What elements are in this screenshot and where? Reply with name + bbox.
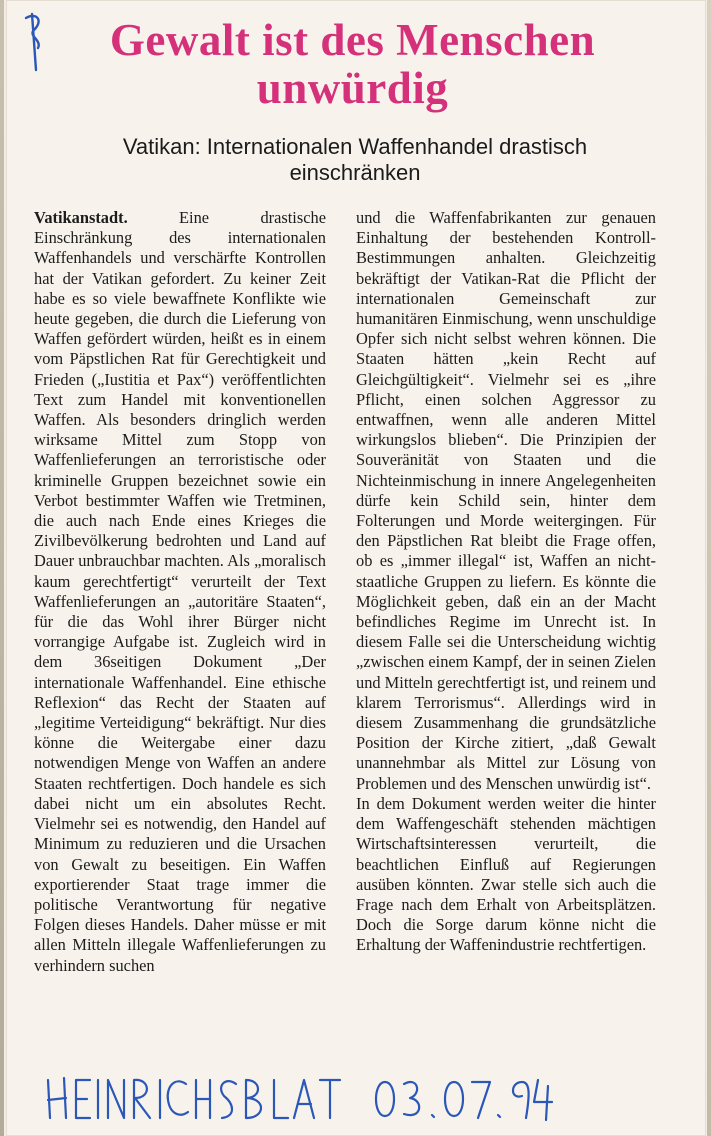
dateline: Vatikanstadt. (34, 208, 128, 227)
article-headline (20, 16, 685, 112)
column-2-paragraph-2: In dem Dokument werden weiter die hinter dem Waffengeschäft stehenden mächtigen Wirtschaftsinteressen verurteilt, die beachtlichen Einfluß auf Regierungen ausüben könnten. Zwar stelle sich auch die Frage nach dem Erhalt von Arbeitsplätzen. Doch die Sorge darum könne nicht die Erhaltung der Waffenindustrie rechtfertigen. (356, 793, 656, 955)
article-column-2 (356, 208, 656, 956)
scan-edge-right (707, 0, 711, 1136)
column-2-paragraph-1: und die Waffenfabrikanten zur genauen Einhaltung der bestehenden Kontroll-Bestimmungen anhalten. Gleichzeitig bekräftigt der Vatikan-Rat die Pflicht der internationalen Gemeinschaft zur humanitären Einmischung, wenn unschuldige Opfer sich nicht selbst wehren können. Die Staaten hätten „kein Recht auf Gleichgültigkeit“. Vielmehr sei es „ihre Pflicht, einen solchen Aggressor zu entwaffnen, wenn alle anderen Mittel wirkungslos blieben“. Die Prinzipien der Souveränität von Staaten und die Nichteinmischung in innere Angelegenheiten dürfe kein Schild sein, hinter dem Folterungen und Morde weitergingen. Für den Päpstlichen Rat bleibt die Frage offen, ob es „immer illegal“ ist, Waffen an nicht-staatliche Gruppen zu liefern. Es könnte die Möglichkeit geben, daß ein an der Macht befindliches Regime im Unrecht ist. In diesem Falle sei die Unterscheidung wichtig „zwischen einem Kampf, der in seinen Zielen und Mitteln gerechtfertigt ist, und reinem und klarem Terrorismus“. Allerdings wird in diesem Zusammenhang die grundsätzliche Position der Kirche zitiert, „daß Gewalt unannehmbar als Mittel zur Lösung von Problemen und des Menschen unwürdig ist“. (356, 208, 656, 793)
headline-line-1: Gewalt ist des Menschen (109, 15, 596, 65)
handwritten-source-and-date (40, 1068, 560, 1128)
subhead-line-2: einschränken (289, 160, 421, 185)
article-column-1 (34, 208, 326, 976)
headline-line-2: unwürdig (256, 63, 449, 113)
subhead-line-1: Vatikan: Internationalen Waffenhandel drastisch (122, 134, 588, 159)
column-1-text: Eine drastische Einschränkung des internationalen Waffenhandels und verschärfte Kontrollen hat der Vatikan gefordert. Zu keiner Zeit habe es so viele bewaffnete Konflikte wie heute gegeben, die durch die Lieferung von Waffen gefördert würden, heißt es in einem vom Päpstlichen Rat für Gerechtigkeit und Frieden („Iustitia et Pax“) veröffentlichten Text zum Handel mit konventionellen Waffen. Als besonders dringlich werden wirksame Mittel zum Stopp von Waffenlieferungen an terroristische oder kriminelle Gruppen bezeichnet sowie ein Verbot bestimmter Waffen wie Tretminen, die auch nach Ende eines Krieges die Zivilbevölkerung bedrohten und Land auf Dauer unbrauchbar machten. Als „moralisch kaum gerechtfertigt“ verurteilt der Text Waffenlieferungen an „autoritäre Staaten“, für die das Wohl ihrer Bürger nicht vorrangige Aufgabe ist. Zugleich wird in dem 36seitigen Dokument „Der internationale Waffenhandel. Eine ethische Reflexion“ das Recht der Staaten auf „legitime Verteidigung“ bekräftigt. Nur dies könne die Weitergabe einer dazu notwendigen Menge von Waffen an andere Staaten rechtfertigen. Doch handele es sich dabei nicht um ein absolutes Recht. Vielmehr sei es notwendig, den Handel auf Minimum zu reduzieren und die Ursachen von Gewalt zu beseitigen. Ein Waffen exportierender Staat trage immer die politische Verantwortung für negative Folgen dieses Handels. Daher müsse er mit allen Mitteln illegale Waffenlieferungen zu verhindern suchen (34, 208, 326, 975)
scan-edge-left (0, 0, 4, 1136)
column-1-paragraph (34, 208, 326, 976)
article-subheadline (40, 134, 670, 186)
